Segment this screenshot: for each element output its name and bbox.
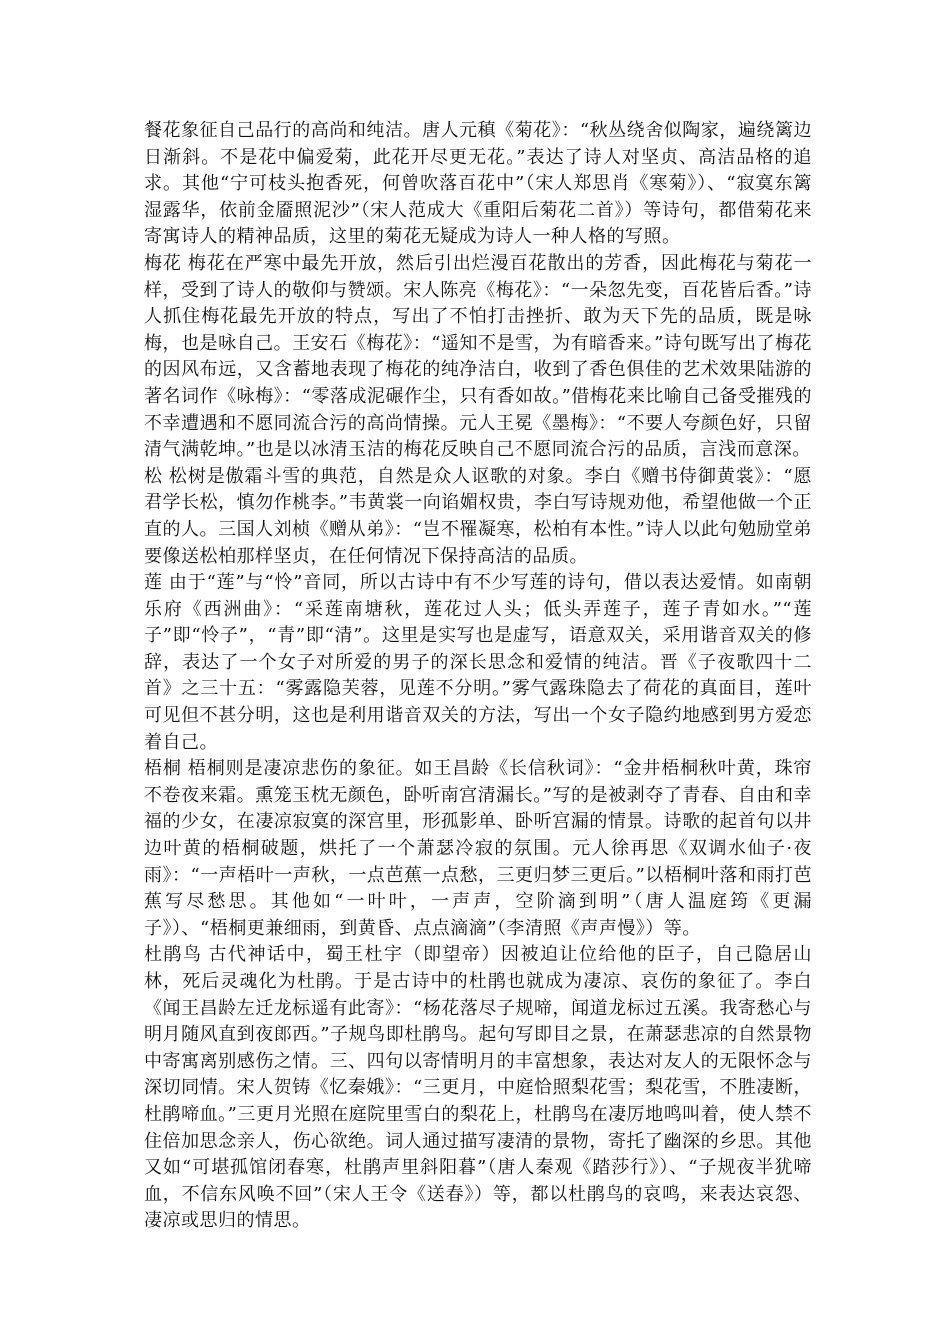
paragraph-plum-blossom	[144, 251, 812, 464]
paragraph-term: 梧桐	[144, 758, 182, 780]
paragraph-term: 松	[144, 465, 163, 487]
paragraph-text: 由于“莲”与“怜”音同，所以古诗中有不少写莲的诗句，借以表达爱情。如南朝乐府《西洲曲》：“采莲南塘秋，莲花过人头；低头弄莲子，莲子青如水。”“莲子”即“怜子”，“青”即“清”。这里是实写也是虚写，语意双关，采用谐音双关的修辞，表达了一个女子对所爱的男子的深长思念和爱情的纯洁。晋《子夜歌四十二首》之三十五：“雾露隐芙蓉，见莲不分明。”雾气露珠隐去了荷花的真面目，莲叶可见但不甚分明，这也是利用谐音双关的方法，写出一个女子隐约地感到男方爱恋着自己。	[144, 572, 812, 753]
paragraph-lotus	[144, 570, 812, 756]
paragraph-term: 杜鹃鸟	[144, 944, 203, 966]
paragraph-text: 梧桐则是凄凉悲伤的象征。如王昌龄《长信秋词》：“金井梧桐秋叶黄，珠帘不卷夜来霜。熏笼玉枕无颜色，卧听南宫清漏长。”写的是被剥夺了青春、自由和幸福的少女，在凄凉寂寞的深宫里，形孤影单、卧听宫漏的情景。诗歌的起首句以井边叶黄的梧桐破题，烘托了一个萧瑟冷寂的氛围。元人徐再思《双调水仙子·夜雨》：“一声梧叶一声秋，一点芭蕉一点愁，三更归梦三更后。”以梧桐叶落和雨打芭蕉写尽愁思。其他如“一叶叶，一声声，空阶滴到明”（唐人温庭筠《更漏子》）、“梧桐更兼细雨，到黄昏、点点滴滴”（李清照《声声慢》）等。	[144, 758, 813, 939]
paragraph-term: 莲	[144, 572, 163, 594]
paragraph-parasol-tree	[144, 756, 812, 942]
paragraph-cuckoo	[144, 942, 812, 1235]
paragraph-text: 梅花在严寒中最先开放，然后引出烂漫百花散出的芳香，因此梅花与菊花一样，受到了诗人的敬仰与赞颂。宋人陈亮《梅花》：“一朵忽先变，百花皆后香。”诗人抓住梅花最先开放的特点，写出了不怕打击挫折、敢为天下先的品质，既是咏梅，也是咏自己。王安石《梅花》：“遥知不是雪，为有暗香来。”诗句既写出了梅花的因风布远，又含蓄地表现了梅花的纯净洁白，收到了香色俱佳的艺术效果陆游的著名词作《咏梅》：“零落成泥碾作尘，只有香如故。”借梅花来比喻自己备受摧残的不幸遭遇和不愿同流合污的高尚情操。元人王冕《墨梅》：“不要人夸颜色好，只留清气满乾坤。”也是以冰清玉洁的梅花反映自己不愿同流合污的品质，言浅而意深。	[144, 252, 813, 461]
paragraph-text: 松树是傲霜斗雪的典范，自然是众人讴歌的对象。李白《赠书侍御黄裳》：“愿君学长松，慎勿作桃李。”韦黄裳一向谄媚权贵，李白写诗规劝他，希望他做一个正直的人。三国人刘桢《赠从弟》：“岂不罹凝寒，松柏有本性。”诗人以此句勉励堂弟要像送松柏那样坚贞，在任何情况下保持高洁的品质。	[144, 465, 813, 567]
document-body	[144, 118, 812, 1235]
paragraph-chrysanthemum	[144, 118, 812, 251]
paragraph-text: 古代神话中，蜀王杜宇（即望帝）因被迫让位给他的臣子，自己隐居山林，死后灵魂化为杜鹃。于是古诗中的杜鹃也就成为凄凉、哀伤的象征了。李白《闻王昌龄左迁龙标遥有此寄》：“杨花落尽子规啼，闻道龙标过五溪。我寄愁心与明月随风直到夜郎西。”子规鸟即杜鹃鸟。起句写即目之景，在萧瑟悲凉的自然景物中寄寓离别感伤之情。三、四句以寄情明月的丰富想象，表达对友人的无限怀念与深切同情。宋人贺铸《忆秦娥》：“三更月，中庭恰照梨花雪；梨花雪，不胜凄断，杜鹃啼血。”三更月光照在庭院里雪白的梨花上，杜鹃鸟在凄厉地鸣叫着，使人禁不住倍加思念亲人，伤心欲绝。词人通过描写凄清的景物，寄托了幽深的乡思。其他又如“可堪孤馆闭春寒，杜鹃声里斜阳暮”（唐人秦观《踏莎行》）、“子规夜半犹啼血，不信东风唤不回”（宋人王令《送春》）等，都以杜鹃鸟的哀鸣，来表达哀怨、凄凉或思归的情思。	[144, 944, 812, 1232]
paragraph-pine	[144, 464, 812, 570]
paragraph-term: 梅花	[144, 252, 182, 274]
paragraph-text: 餐花象征自己品行的高尚和纯洁。唐人元稹《菊花》：“秋丛绕舍似陶家，遍绕篱边日渐斜。不是花中偏爱菊，此花开尽更无花。”表达了诗人对坚贞、高洁品格的追求。其他“宁可枝头抱香死，何曾吹落百花中”（宋人郑思肖《寒菊》）、“寂寞东篱湿露华，依前金靥照泥沙”（宋人范成大《重阳后菊花二首》）等诗句，都借菊花来寄寓诗人的精神品质，这里的菊花无疑成为诗人一种人格的写照。	[144, 120, 812, 248]
